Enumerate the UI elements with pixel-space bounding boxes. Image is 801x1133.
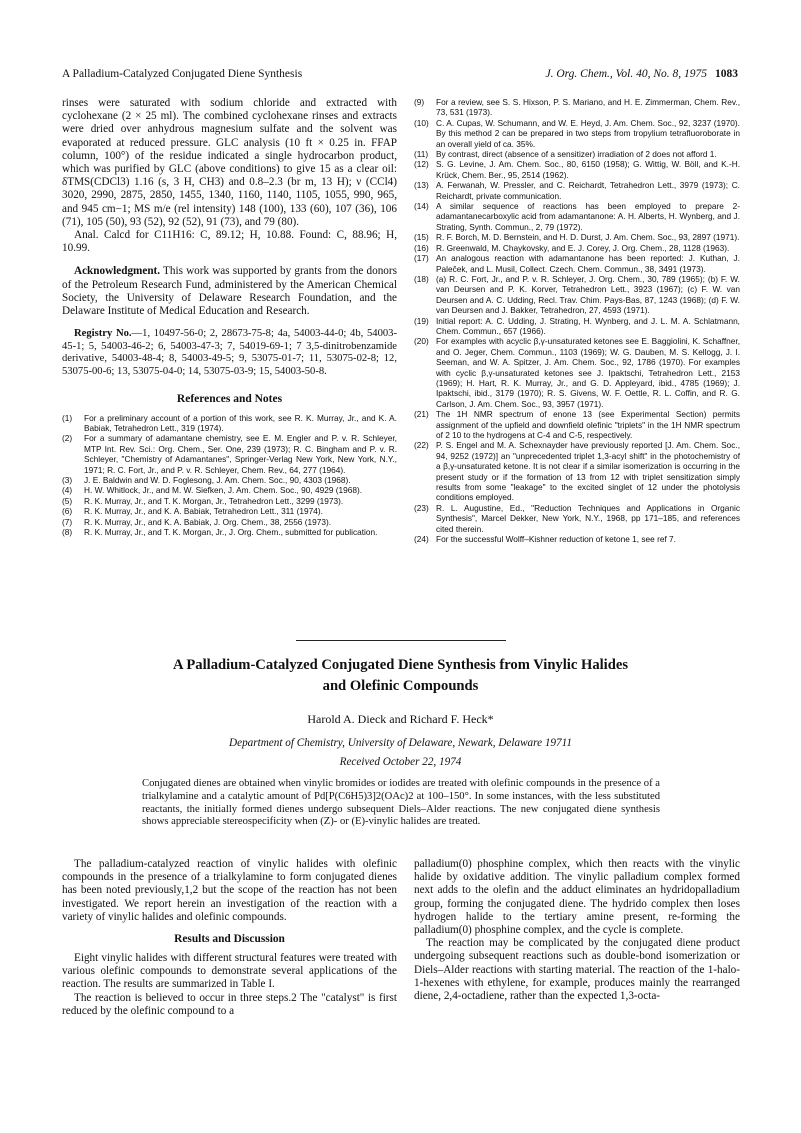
reference-number: (20)	[414, 336, 429, 347]
reference-number: (5)	[62, 495, 73, 506]
article-abstract: Conjugated dienes are obtained when vinylic bromides or iodides are treated with olefinic compounds in the presence of a trialkylamine and a catalytic amount of Pd[P(C6H5)3]2(OAc)2 at 100–150°. In some instances, with the less substituted reactants, the initially formed dienes undergo subsequent Diels–Alder reactions. The new conjugated diene synthesis shows appreciable stereospecificity when (Z)- or (E)-vinylic halides are treated.	[142, 778, 660, 828]
reference-number: (7)	[62, 516, 73, 527]
reference-text: (a) R. C. Fort, Jr., and P. v. R. Schleyer, J. Org. Chem., 30, 789 (1965); (b) F. W. van Deursen and P. K. Korver, Tetrahedron Lett., 3923 (1967); (c) F. W. van Deursen and A. C. Udding, Recl. Trav. Chim. Pays-Bas, 87, 1243 (1968); (d) F. W. van Deursen and J. Bakker, Tetrahedron, 27, 4593 (1971).	[436, 273, 740, 316]
reference-item	[414, 336, 740, 409]
reference-text: R. K. Murray, Jr., and K. A. Babiak, J. Org. Chem., 38, 2556 (1973).	[84, 516, 332, 527]
reference-text: R. K. Murray, Jr., and T. K. Morgan, Jr., J. Org. Chem., submitted for publication.	[84, 527, 378, 538]
reference-item	[62, 433, 397, 475]
reference-number: (13)	[414, 180, 429, 191]
reference-text: For a review, see S. S. Hixson, P. S. Mariano, and H. E. Zimmerman, Chem. Rev., 73, 531 (1973).	[436, 97, 740, 118]
reference-item	[414, 316, 740, 337]
reference-item	[414, 440, 740, 502]
reference-item	[414, 149, 740, 159]
reference-item	[414, 253, 740, 274]
acknowledgment	[62, 265, 397, 318]
intro-paragraph: The palladium-catalyzed reaction of vinylic halides with olefinic compounds in the presence of a trialkylamine to form conjugated dienes has been noted previously,1,2 but the scope of the reaction has not been investigated. We report herein an investigation of the reaction with a variety of vinylic halides and olefinic compounds.	[62, 858, 397, 923]
reference-text: J. E. Baldwin and W. D. Foglesong, J. Am. Chem. Soc., 90, 4303 (1968).	[84, 475, 351, 486]
running-head	[62, 68, 738, 84]
right-column	[414, 97, 740, 544]
complication-paragraph: The reaction may be complicated by the conjugated diene product undergoing subsequent reactions such as double-bond isomerization or Diels–Alder reactions with starting material. The reaction of the 1-halo-1-hexenes with ethylene, for example, produces mainly the rearranged diene, 2,4-octadiene, rather than the expected 1,3-octa-	[414, 937, 740, 1003]
reference-item	[414, 97, 740, 118]
reference-item	[414, 534, 740, 544]
reference-item	[62, 485, 397, 495]
references-heading: References and Notes	[176, 392, 283, 405]
reference-number: (12)	[414, 159, 429, 170]
reference-text: R. L. Augustine, Ed., "Reduction Techniques and Applications in Organic Synthesis", Marcel Dekker, New York, N.Y., 1968, pp 171–185, and references cited therein.	[436, 502, 740, 534]
reference-text: By contrast, direct (absence of a sensitizer) irradiation of 2 does not afford 1.	[436, 149, 717, 160]
reference-item	[62, 413, 397, 434]
reference-item	[414, 159, 740, 180]
reference-text: A similar sequence of reactions has been employed to prepare 2-adamantanecarboxylic acid from adamantanone: A. H. Alberts, H. Wynberg, and J. Strating, Synth. Commun., 2, 79 (1972).	[436, 201, 740, 232]
article-title-line-1: A Palladium-Catalyzed Conjugated Diene Synthesis from Vinylic Halides	[173, 657, 628, 673]
reference-text: For a preliminary account of a portion of this work, see R. K. Murray, Jr., and K. A. Babiak, Tetrahedron Lett., 319 (1974).	[84, 412, 397, 434]
reference-number: (21)	[414, 409, 429, 420]
reference-number: (23)	[414, 502, 429, 513]
reference-text: An analogous reaction with adamantanone has been reported: J. Kuthan, J. Paleček, and L. Musil, Collect. Czech. Chem. Commun., 38, 3491 (1973).	[436, 253, 740, 274]
article-affiliation: Department of Chemistry, University of Delaware, Newark, Delaware 19711	[229, 737, 572, 749]
page-number: 1083	[715, 68, 738, 80]
reference-number: (10)	[414, 117, 429, 128]
reference-text: For the successful Wolff–Kishner reduction of ketone 1, see ref 7.	[436, 534, 676, 545]
article-title	[80, 655, 721, 697]
reference-text: R. K. Murray, Jr., and K. A. Babiak, Tetrahedron Lett., 311 (1974).	[84, 506, 323, 517]
reference-item	[414, 118, 740, 149]
reference-text: For a summary of adamantane chemistry, see E. M. Engler and P. v. R. Schleyer, MTP Int. Rev. Sci.: Org. Chem., Ser. One, 239 (1973); R. C. Bingham and P. v. R. Schleyer, "Chemistry of Adamantanes", Springer-Verlag New York, New York, N.Y., 1971; R. C. Fort, Jr., and P. v. R. Schleyer, Chem. Rev., 64, 277 (1964).	[84, 433, 397, 475]
running-head-title: A Palladium-Catalyzed Conjugated Diene Synthesis	[62, 68, 303, 80]
reference-item	[414, 232, 740, 242]
reference-item	[62, 527, 397, 537]
reference-item	[414, 243, 740, 253]
article-right-column	[414, 858, 740, 1003]
reference-number: (11)	[414, 149, 429, 160]
reference-number: (2)	[62, 433, 73, 444]
reference-item	[414, 274, 740, 316]
running-head-journal	[545, 68, 738, 80]
registry-text: —1, 10497-56-0; 2, 28673-75-8; 4a, 54003-44-0; 4b, 54003-45-1; 5, 54003-46-2; 6, 54003-47-3; 7, 54019-69-1; 7 3,5-dinitrobenzamide derivative, 54003-48-4; 8, 54003-49-5; 9, 53075-01-7; 11, 53075-02-8; 12, 53075-00-6; 13, 53075-04-0; 14, 53075-03-9; 15, 54003-50-8.	[62, 328, 397, 378]
results-heading: Results and Discussion	[174, 933, 285, 946]
reference-number: (9)	[414, 97, 425, 107]
reference-text: Initial report: A. C. Udding, J. Strating, H. Wynberg, and J. L. M. A. Schlatmann, Chem. Commun., 657 (1966).	[436, 315, 740, 336]
journal-citation: J. Org. Chem., Vol. 40, No. 8, 1975	[545, 68, 707, 80]
reference-number: (24)	[414, 534, 429, 545]
results-paragraph-2: The reaction is believed to occur in three steps.2 The "catalyst" is first reduced by the olefinic compound to a	[62, 991, 397, 1017]
reference-item	[414, 201, 740, 232]
reference-number: (14)	[414, 201, 429, 212]
reference-number: (1)	[62, 412, 73, 423]
reference-text: A. Ferwanah, W. Pressler, and C. Reichardt, Tetrahedron Lett., 3979 (1973); C. Reichardt, private communication.	[436, 180, 740, 201]
reference-item	[414, 503, 740, 534]
article-left-column	[62, 858, 397, 1018]
mechanism-paragraph: palladium(0) phosphine complex, which then reacts with the vinylic halide by oxidative addition. The vinylic palladium complex formed next adds to the olefin and the adduct eliminates an hydridopalladium group, forming the conjugated diene. The hydrido complex then loses hydrogen halide to the tertiary amine present, re-forming the palladium(0) phosphine complex, and the cycle is complete.	[414, 858, 740, 937]
reference-number: (6)	[62, 506, 73, 517]
reference-text: C. A. Cupas, W. Schumann, and W. E. Heyd, J. Am. Chem. Soc., 92, 3237 (1970). By this method 2 can be prepared in two steps from tropylium tetrafluoroborate in an overall yield of ca. 35%.	[436, 117, 740, 149]
references-list-right	[414, 97, 740, 544]
reference-text: The 1H NMR spectrum of enone 13 (see Experimental Section) permits assignment of the upfield and downfield olefinic "triplets" in the 1H NMR spectrum of 2 10 to the hydrogens at C-4 and C-5, respectively.	[436, 409, 740, 440]
reference-text: For examples with acyclic β,γ-unsaturated ketones see E. Baggiolini, K. Schaffner, and O. Jeger, Chem. Commun., 1103 (1969); W. G. Dauben, M. S. Kellogg, J. I. Seeman, and W. A. Spitzer, J. Am. Chem. Soc., 92, 1786 (1970). For examples with cyclic β,γ-unsaturated ketones see J. Ipaktschi, Tetrahedron Lett., 2153 (1969); H. Hart, R. K. Murray, Jr., and G. D. Appleyard, ibid., 4785 (1969); J. Ipaktschi, ibid., 3179 (1970); R. S. Givens, W. F. Oettle, R. L. Coffin, and R. G. Carlson, J. Am. Chem. Soc., 93, 3957 (1971).	[436, 336, 740, 409]
experimental-paragraph: rinses were saturated with sodium chloride and extracted with cyclohexane (2 × 25 ml). The combined cyclohexane rinses and extracts were dried over anhydrous magnesium sulfate and the solvent was evaporated at reduced pressure. GLC analysis (10 ft × 0.25 in. FFAP column, 100°) of the residue indicated a single hydrocarbon product, which was purified by GLC (above conditions) to give 15 as a clear oil: δTMS(CDCl3) 1.16 (s, 3 H, CH3) and 0.8–2.3 (br m, 13 H); ν (CCl4) 3020, 2990, 2875, 2850, 1455, 1340, 1160, 1140, 1105, 1055, 990, 965, and 945 cm−1; MS m/e (rel intensity) 148 (100), 133 (60), 107 (36), 106 (71), 105 (50), 93 (52), 92 (52), 91 (73), and 79 (80).	[62, 97, 397, 228]
registry-label: Registry No.	[74, 328, 132, 340]
reference-text: S. G. Levine, J. Am. Chem. Soc., 80, 6150 (1958); G. Wittig, W. Böll, and K.-H. Krück, Chem. Ber., 95, 2514 (1962).	[436, 159, 740, 180]
reference-text: R. K. Murray, Jr., and T. K. Morgan, Jr., Tetrahedron Lett., 3299 (1973).	[84, 495, 344, 506]
reference-item	[414, 409, 740, 440]
reference-number: (15)	[414, 232, 429, 243]
reference-item	[414, 180, 740, 201]
reference-text: R. F. Borch, M. D. Bernstein, and H. D. Durst, J. Am. Chem. Soc., 93, 2897 (1971).	[436, 232, 740, 243]
article-title-line-2: and Olefinic Compounds	[322, 678, 479, 694]
reference-number: (17)	[414, 253, 429, 264]
reference-text: R. Greenwald, M. Chaykovsky, and E. J. Corey, J. Org. Chem., 28, 1128 (1963).	[436, 242, 730, 253]
reference-number: (19)	[414, 315, 429, 326]
anal-paragraph: Anal. Calcd for C11H16: C, 89.12; H, 10.88. Found: C, 88.96; H, 10.99.	[62, 229, 397, 255]
reference-item	[62, 506, 397, 516]
left-column	[62, 97, 397, 538]
reference-item	[62, 496, 397, 506]
reference-number: (8)	[62, 527, 73, 538]
article-divider	[296, 640, 506, 641]
results-paragraph-1: Eight vinylic halides with different structural features were treated with various olefinic compounds to demonstrate several applications of the reaction. The results are summarized in Table I.	[62, 952, 397, 991]
acknowledgment-text: This work was supported by grants from the donors of the Petroleum Research Fund, administered by the American Chemical Society, the University of Delaware Research Foundation, and the Delaware Institute of Medical Education and Research.	[62, 265, 397, 318]
reference-item	[62, 475, 397, 485]
registry-numbers	[62, 328, 397, 378]
reference-number: (3)	[62, 475, 73, 486]
reference-text: H. W. Whitlock, Jr., and M. W. Siefken, J. Am. Chem. Soc., 90, 4929 (1968).	[84, 485, 363, 496]
article-authors: Harold A. Dieck and Richard F. Heck*	[307, 712, 494, 726]
references-list-left	[62, 413, 397, 538]
acknowledgment-label: Acknowledgment.	[74, 265, 161, 278]
reference-item	[62, 517, 397, 527]
reference-number: (4)	[62, 485, 73, 496]
received-date: Received October 22, 1974	[339, 756, 462, 768]
reference-text: P. S. Engel and M. A. Schexnayder have previously reported [J. Am. Chem. Soc., 94, 9252 (1972)] an "unprecedented triplet 1,3-acyl shift" in the photochemistry of a β,γ-unsaturated ketone. It is not clear if a similar isomerization is occurring in the present study or if the formation of 13 from 12 with triplet sensitization simply results from some "leakage" to the excited singlet of 12 under the photolysis conditions employed.	[436, 440, 740, 503]
reference-number: (22)	[414, 440, 429, 451]
reference-number: (18)	[414, 273, 429, 284]
reference-number: (16)	[414, 242, 429, 253]
